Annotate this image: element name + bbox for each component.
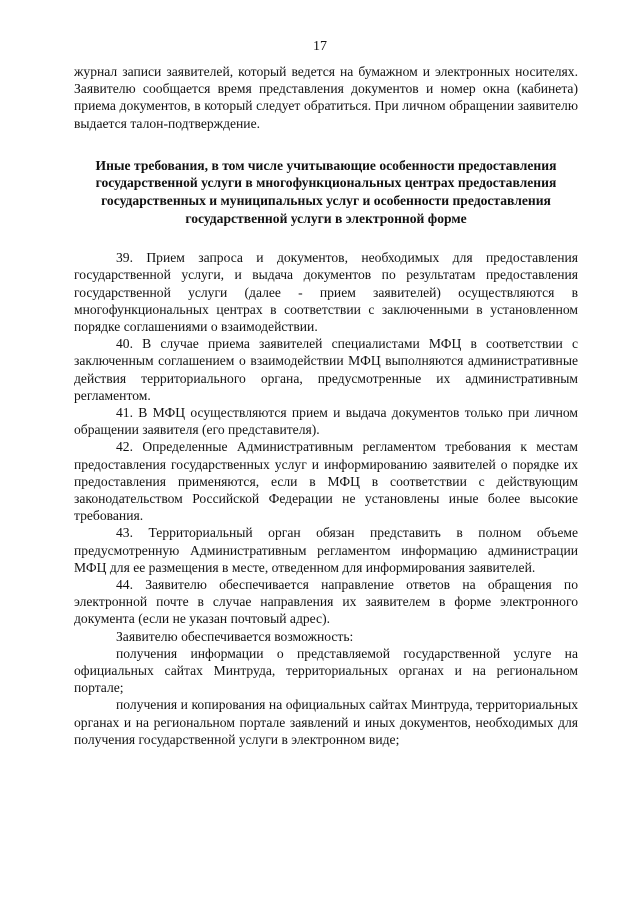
section-heading-text: Иные требования, в том числе учитывающие особенности предоставления государственной услуги в многофункциональных центрах предоставления государственных и муниципальных услуг и особенности предоставления государственной услуги в электронной форме <box>95 157 557 226</box>
section-heading <box>74 157 578 227</box>
paragraph-possibility-info: получения информации о представляемой государственной услуге на официальных сайтах Минтруда, территориальных органах и на региональном портале; <box>74 645 578 696</box>
intro-paragraph: журнал записи заявителей, который ведется на бумажном и электронных носителях. Заявителю сообщается время представления документов и номер окна (кабинета) приема документов, в который следует обратиться. При личном обращении заявителю выдается талон-подтверждение. <box>74 64 578 131</box>
paragraph-44: 44. Заявителю обеспечивается направление ответов на обращения по электронной почте в случае направления их заявителем в форме электронного документа (если не указан почтовый адрес). <box>74 577 578 627</box>
paragraph-39: 39. Прием запроса и документов, необходимых для предоставления государственной услуги, и выдача документов по результатам предоставления государственной услуги (далее - прием заявителей) осуществляются в многофункциональных центрах в соответствии с заключенными в установленном порядке соглашениями о взаимодействии. <box>74 250 578 334</box>
paragraph-41: 41. В МФЦ осуществляются прием и выдача документов только при личном обращении заявителя (его представителя). <box>74 405 578 438</box>
paragraph-43: 43. Территориальный орган обязан представить в полном объеме предусмотренную Административным регламентом информацию администрации МФЦ для ее размещения в месте, отведенном для информирования заявителей. <box>74 525 578 575</box>
page-number: 17 <box>313 39 327 54</box>
page-content <box>74 63 578 748</box>
paragraph-possibility-intro: Заявителю обеспечивается возможность: <box>116 628 354 644</box>
paragraph-possibility-copy: получения и копирования на официальных сайтах Минтруда, территориальных органах и на региональном портале заявлений и иных документов, необходимых для получения государственной услуги в электронном виде; <box>74 697 578 747</box>
paragraph-42: 42. Определенные Административным регламентом требования к местам предоставления государственных услуг и информированию заявителей о порядке их предоставления применяются, если в МФЦ в соответствии с действующим законодательством Российской Федерации не установлены иные более высокие требования. <box>74 439 578 524</box>
paragraph-40: 40. В случае приема заявителей специалистами МФЦ в соответствии с заключенным соглашением о взаимодействии МФЦ выполняются административные действия территориального органа, предусмотренные их административным регламентом. <box>74 336 578 403</box>
